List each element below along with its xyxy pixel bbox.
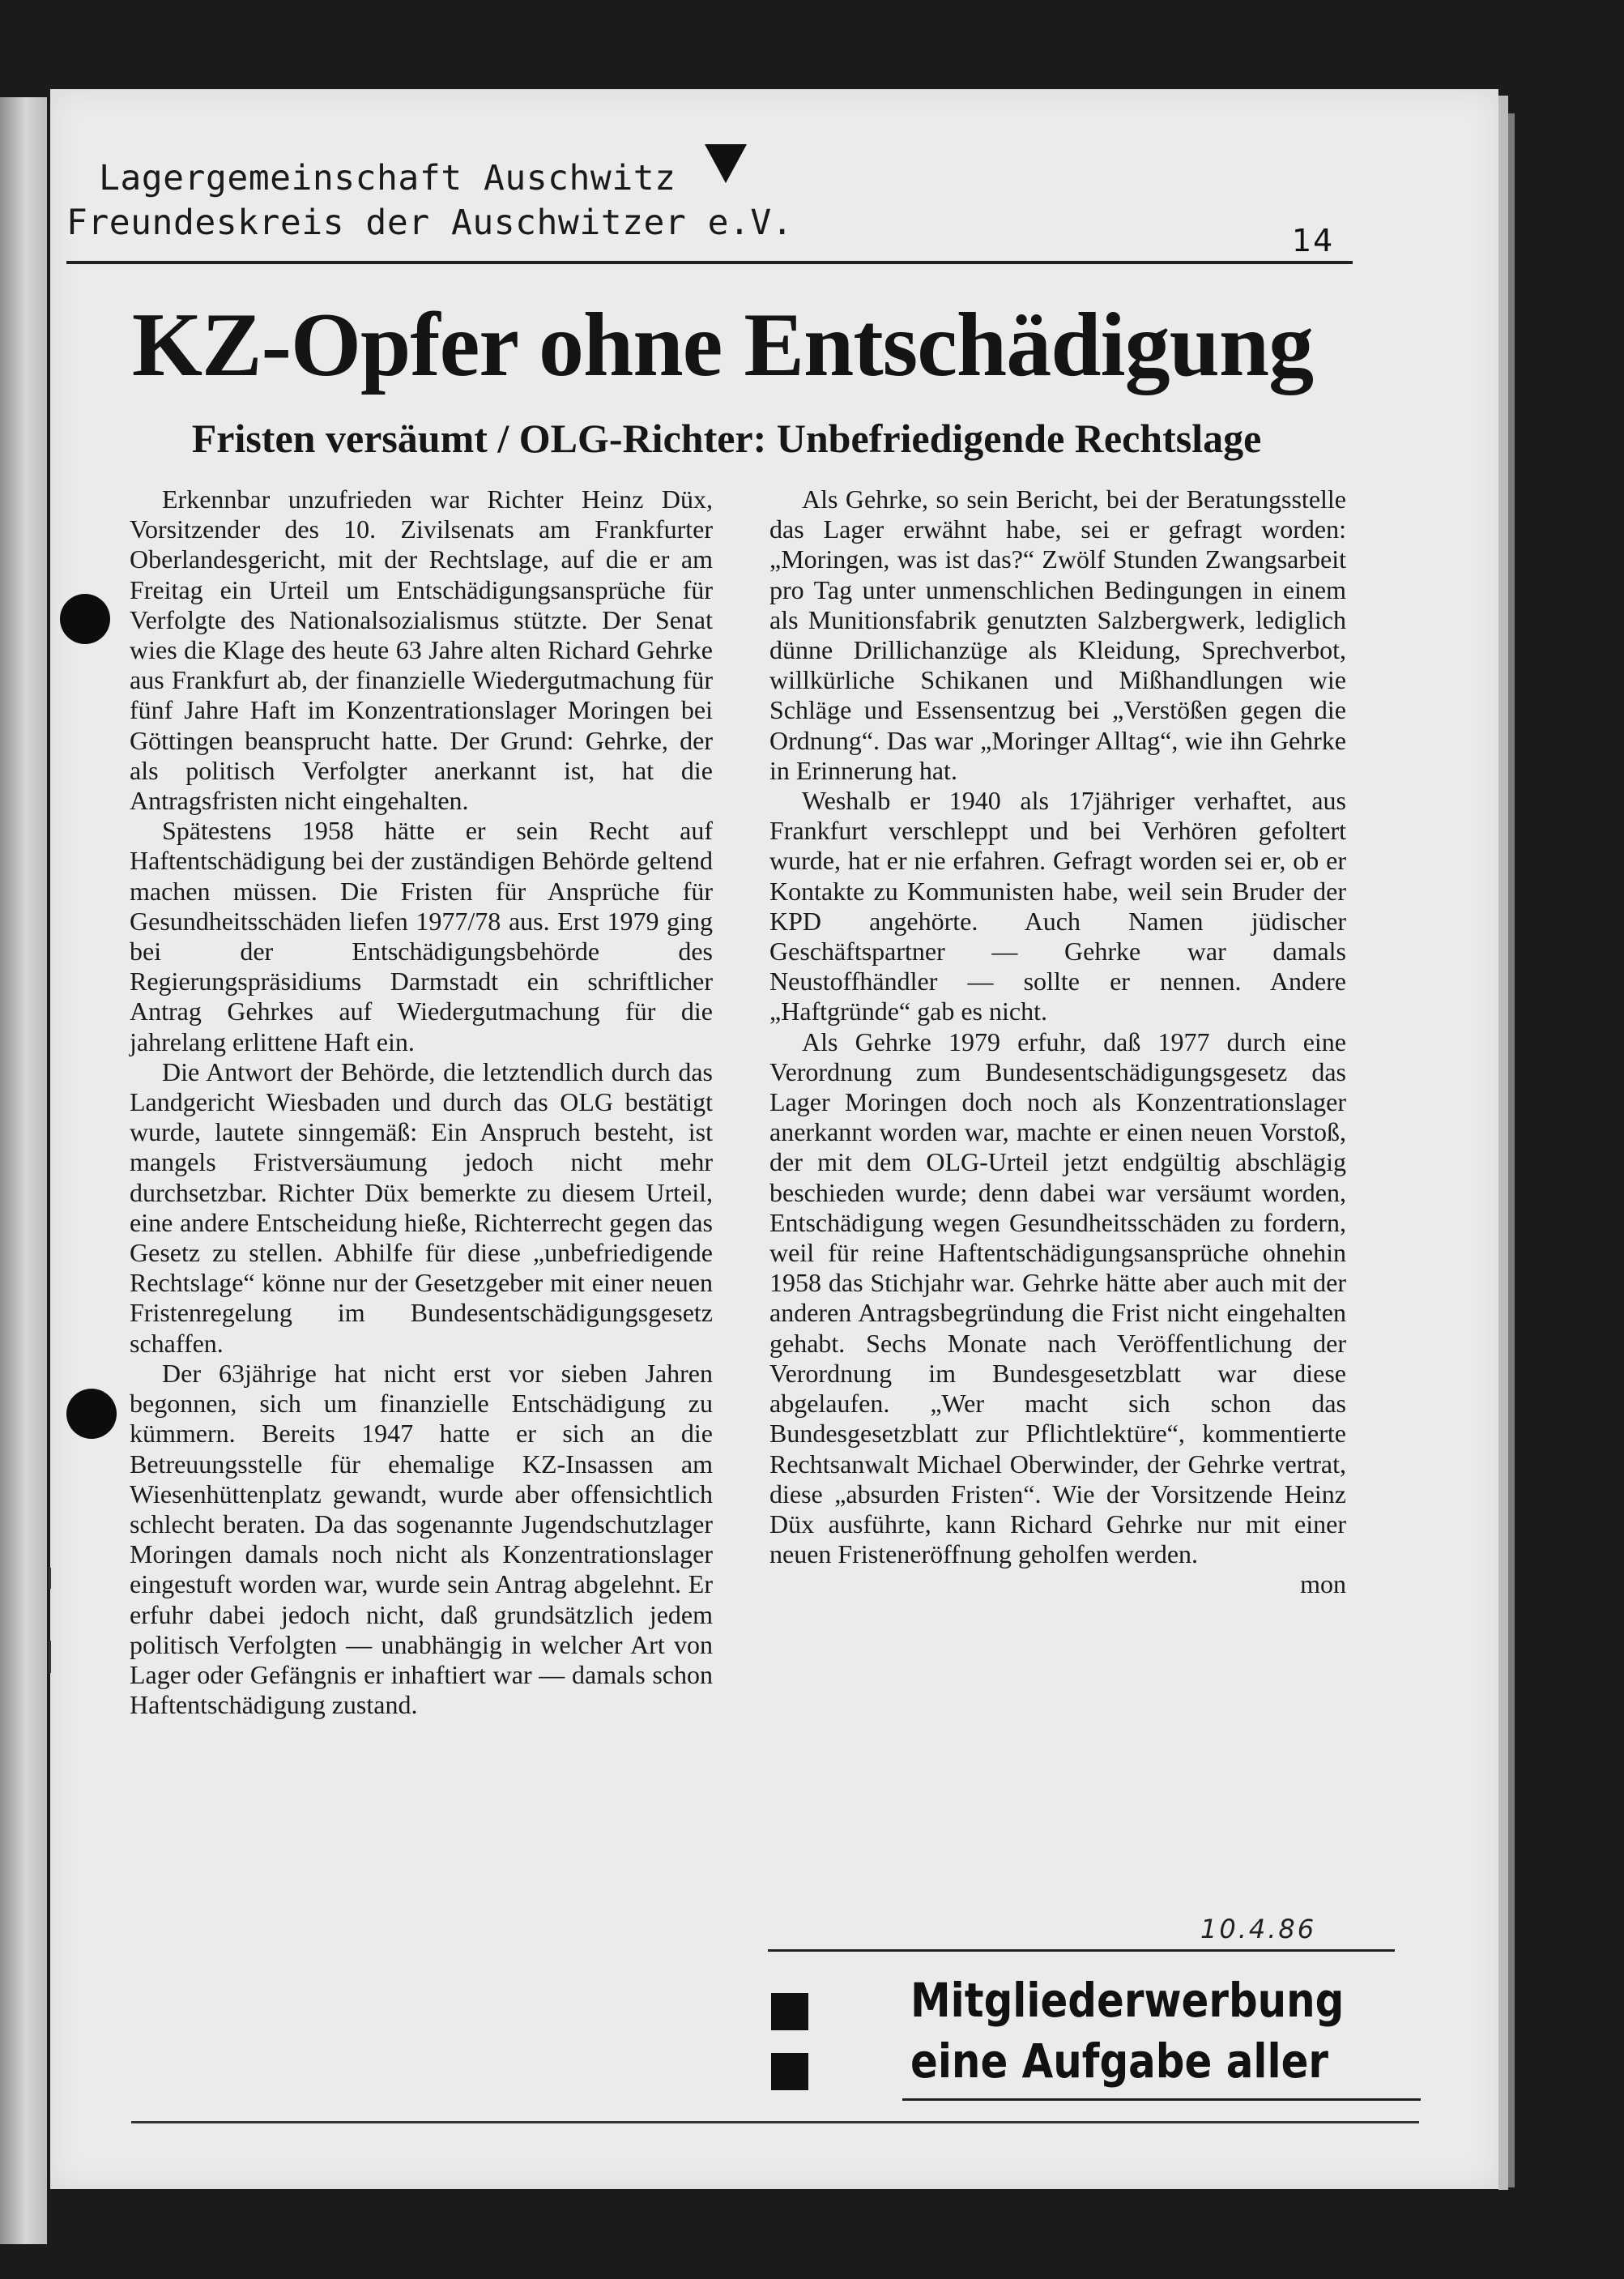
org-name-line2: Freundeskreis der Auschwitzer e.V. bbox=[66, 203, 794, 243]
paragraph: Die Antwort der Behörde, die letztendlich durch das Landgericht Wiesbaden und durch das OLG bestätigt wurde, lautete sinngemäß: Ein Anspruch besteht, ist mangels Fristversäumung jedoch nicht mehr durchsetzbar. Richter Düx bemerkte zu diesem Urteil, eine andere Entscheidung hieße, Richterrecht gegen das Gesetz zu stellen. Abhilfe für diese „unbefriedigende Rechtslage“ könne nur der Gesetzgeber mit einer neuen Fristenregelung im Bundesentschädigungsgesetz schaffen. bbox=[130, 1056, 713, 1358]
author-signoff: mon bbox=[1300, 1569, 1346, 1599]
newsletter-page bbox=[50, 89, 1498, 2189]
box-divider-top bbox=[768, 1949, 1395, 1952]
margin-mark bbox=[49, 1568, 51, 1589]
paragraph: Erkennbar unzufrieden war Richter Heinz Düx, Vorsitzender des 10. Zivilsenats am Frankfurter Oberlandesgericht, mit der Rechtslage, auf die er am Freitag ein Urteil um Entschädigungsansprüche für Verfolgte des Nationalsozialismus stützte. Der Senat wies die Klage des heute 63 Jahre alten Richard Gehrke aus Frankfurt ab, der finanzielle Wiedergutmachung für fünf Jahre Haft im Konzentrationslager Moringen bei Göttingen beansprucht hatte. Der Grund: Gehrke, der als politisch Verfolgter anerkannt ist, hat die Antragsfristen nicht eingehalten. bbox=[130, 484, 713, 816]
page-number: 14 bbox=[1292, 223, 1335, 258]
punch-hole bbox=[66, 1389, 117, 1439]
paragraph: Als Gehrke, so sein Bericht, bei der Beratungsstelle das Lager erwähnt habe, sei er gefragt worden: „Moringen, was ist das?“ Zwölf Stunden Zwangsarbeit pro Tag unter unmenschlichen Bedingungen in einem als Munitionsfabrik genutzten Salzbergwerk, lediglich dünne Drillichanzüge als Kleidung, Sprechverbot, willkürliche Schikanen und Mißhandlungen wie Schläge und Essensentzug bei „Verstößen gegen die Ordnung“. Das war „Moringer Alltag“, wie ihn Gehrke in Erinnerung hat. bbox=[769, 484, 1346, 785]
paragraph: Als Gehrke 1979 erfuhr, daß 1977 durch eine Verordnung zum Bundesentschädigungsgesetz das Lager Moringen doch noch als Konzentrationslager anerkannt worden war, machte er einen neuen Vorstoß, der mit dem OLG-Urteil jetzt endgültig abschlägig beschieden wurde; denn dabei war versäumt worden, Entschädigung wegen Gesundheitsschäden zu fordern, weil für reine Haftentschädigungsansprüche ohnehin 1958 das Stichjahr war. Gehrke hätte aber auch mit der anderen Antragsbegründung die Frist nicht eingehalten gehabt. Sechs Monate nach Veröffentlichung der Verordnung im Bundesgesetzblatt war diese abgelaufen. „Wer macht sich schon das Bundesgesetzblatt zur Pflichtlektüre“, kommentierte Rechtsanwalt Michael Oberwinder, der Gehrke vertrat, diese „absurden Fristen“. Wie der Vorsitzende Heinz Düx ausführte, kann Richard Gehrke nur mit einer neuen Fristeneröffnung geholfen werden. bbox=[769, 1026, 1346, 1569]
article-column-left bbox=[130, 484, 713, 1720]
paper-edge-shadow bbox=[1508, 113, 1515, 2187]
article-subheadline: Fristen versäumt / OLG-Richter: Unbefriedigende Rechtslage bbox=[191, 416, 1262, 461]
paper-edge bbox=[1498, 96, 1508, 2190]
square-bullet-icon bbox=[771, 2053, 808, 2090]
punch-hole bbox=[60, 594, 110, 644]
adjacent-page-edge bbox=[0, 97, 47, 2244]
header-divider bbox=[66, 261, 1353, 264]
box-divider-bottom bbox=[902, 2098, 1421, 2101]
paragraph: Der 63jährige hat nicht erst vor sieben Jahren begonnen, sich um finanzielle Entschädigung zu kümmern. Bereits 1947 hatte er sich an die Betreuungsstelle für ehemalige KZ-Insassen am Wiesenhüttenplatz gewandt, wurde aber offensichtlich schlecht beraten. Da das sogenannte Jugendschutzlager Moringen damals noch nicht als Konzentrationslager eingestuft worden war, wurde sein Antrag abgelehnt. Er erfuhr dabei jedoch nicht, daß grundsätzlich jedem politisch Verfolgten — unabhängig in welcher Art von Lager oder Gefängnis er inhaftiert war — damals schon Haftentschädigung zustand. bbox=[130, 1358, 713, 1720]
triangle-down-icon bbox=[705, 144, 747, 183]
square-bullet-icon bbox=[771, 1993, 808, 2030]
paragraph: Spätestens 1958 hätte er sein Recht auf Haftentschädigung bei der zuständigen Behörde geltend machen müssen. Die Fristen für Ansprüche für Gesundheitsschäden liefen 1977/78 aus. Erst 1979 ging bei der Entschädigungsbehörde des Regierungspräsidiums Darmstadt ein schriftlicher Antrag Gehrkes auf Wiedergutmachung für die jahrelang erlittene Haft ein. bbox=[130, 816, 713, 1056]
article-column-right bbox=[769, 484, 1346, 1600]
membership-slogan-line1: Mitgliederwerbung bbox=[910, 1973, 1345, 2028]
org-name-line1: Lagergemeinschaft Auschwitz bbox=[99, 158, 676, 198]
membership-slogan-line2: eine Aufgabe aller bbox=[910, 2034, 1328, 2089]
handwritten-date: 10.4.86 bbox=[1200, 1914, 1317, 1944]
margin-mark bbox=[49, 1641, 51, 1673]
page-bottom-rule bbox=[131, 2121, 1419, 2123]
paragraph: Weshalb er 1940 als 17jähriger verhaftet, aus Frankfurt verschleppt und bei Verhören gefoltert wurde, hat er nie erfahren. Gefragt worden sei er, ob er Kontakte zu Kommunisten habe, weil sein Bruder der KPD angehörte. Auch Namen jüdischer Geschäftspartner — Gehrke war damals Neustoffhändler — sollte er nennen. Andere „Haftgründe“ gab es nicht. bbox=[769, 786, 1346, 1026]
article-headline: KZ-Opfer ohne Entschädigung bbox=[131, 295, 1314, 395]
